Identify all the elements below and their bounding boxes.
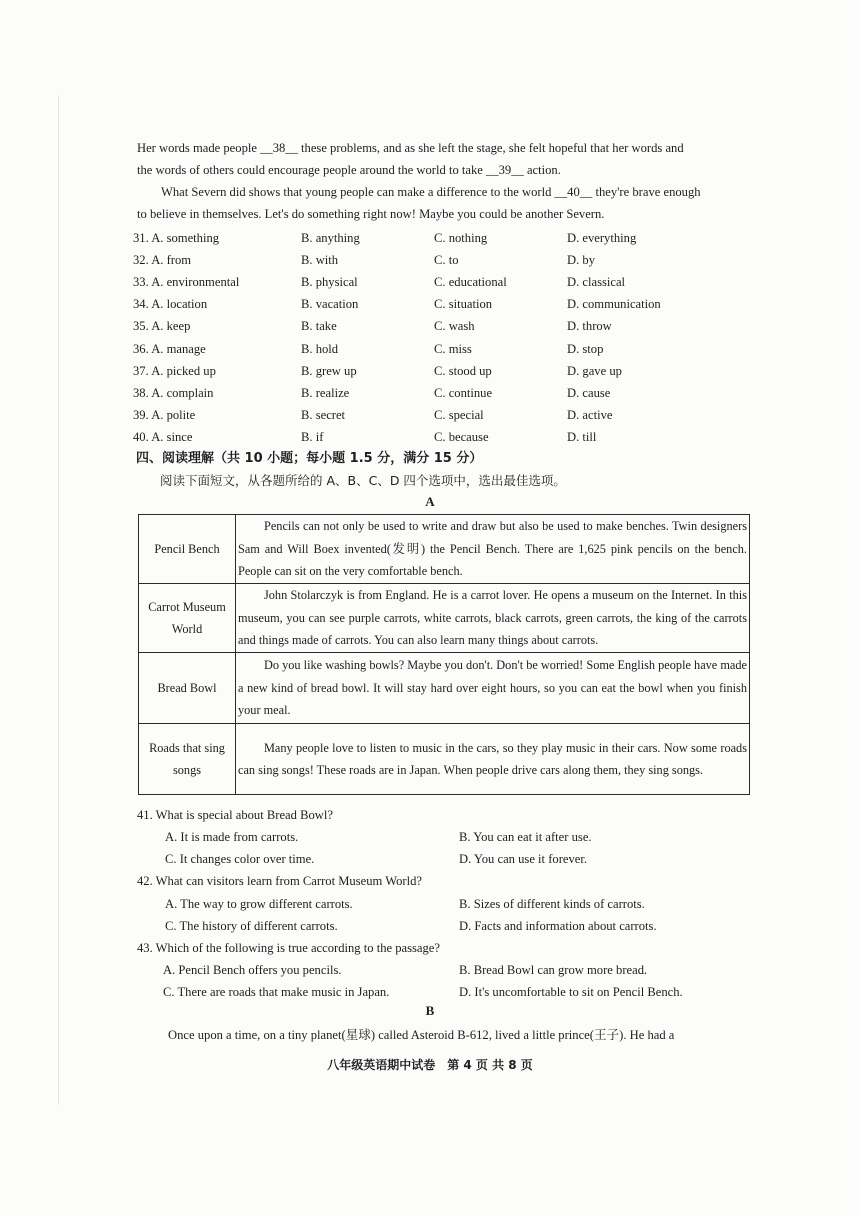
option-c: C. miss — [434, 342, 472, 356]
option-c: C. because — [434, 430, 489, 444]
option-a: 37. A. picked up — [133, 364, 216, 378]
option-d: D. by — [567, 253, 595, 267]
passage-line-4: to believe in themselves. Let's do something right now! Maybe you could be another Severn. — [137, 207, 605, 221]
option-row-36 — [133, 338, 753, 360]
option-c: C. special — [434, 408, 484, 422]
option-row-37 — [133, 360, 753, 382]
option-a: 36. A. manage — [133, 342, 206, 356]
question-42-option-a: A. The way to grow different carrots. — [165, 897, 353, 911]
table-row — [139, 724, 750, 795]
option-b: B. vacation — [301, 297, 359, 311]
option-row-38 — [133, 382, 753, 404]
question-42-option-c: C. The history of different carrots. — [165, 919, 338, 933]
option-c: C. educational — [434, 275, 507, 289]
section-heading: 四、阅读理解（共 10 小题；每小题 1.5 分，满分 15 分） — [136, 451, 483, 466]
table-row — [139, 515, 750, 584]
option-a: 34. A. location — [133, 297, 208, 311]
option-d: D. throw — [567, 319, 612, 333]
reading-table — [138, 514, 750, 795]
question-42-option-b: B. Sizes of different kinds of carrots. — [459, 897, 645, 911]
passage-b-label: B — [425, 1003, 435, 1018]
option-b: B. with — [301, 253, 339, 267]
option-d: D. stop — [567, 342, 604, 356]
option-d: D. cause — [567, 386, 611, 400]
option-row-35 — [133, 315, 753, 337]
option-row-32 — [133, 249, 753, 271]
option-b: B. grew up — [301, 364, 357, 378]
option-c: C. situation — [434, 297, 493, 311]
option-a: 35. A. keep — [133, 319, 191, 333]
option-d: D. active — [567, 408, 613, 422]
row-text-content: Do you like washing bowls? Maybe you don't. Don't be worried! Some English people have made a new kind of bread bowl. It will stay hard over eight hours, so you can eat the bowl when you finish your meal. — [238, 658, 747, 718]
option-c: C. continue — [434, 386, 493, 400]
option-a: 33. A. environmental — [133, 275, 240, 289]
question-43-option-a: A. Pencil Bench offers you pencils. — [163, 963, 342, 977]
option-b: B. secret — [301, 408, 346, 422]
option-a: 38. A. complain — [133, 386, 214, 400]
option-b: B. realize — [301, 386, 350, 400]
row-title: Carrot Museum World — [139, 584, 236, 653]
row-title: Bread Bowl — [139, 653, 236, 724]
option-c: C. to — [434, 253, 459, 267]
passage-b-line-1: Once upon a time, on a tiny planet(星球) called Asteroid B-612, lived a little prince(王子). He had a — [168, 1028, 675, 1042]
option-a: 39. A. polite — [133, 408, 196, 422]
option-b: B. take — [301, 319, 337, 333]
option-a: 40. A. since — [133, 430, 193, 444]
option-d: D. communication — [567, 297, 661, 311]
row-text — [236, 653, 750, 724]
option-c: C. stood up — [434, 364, 492, 378]
row-title: Roads that sing songs — [139, 724, 236, 795]
scan-edge-line — [58, 95, 59, 1105]
option-d: D. till — [567, 430, 597, 444]
row-text-content: Pencils can not only be used to write and draw but also be used to make benches. Twin designers Sam and Will Boex invented(发明) the Pencil Bench. There are 1,625 pink pencils on the bench. People can sit on the very comfortable bench. — [238, 519, 747, 579]
question-41-option-d: D. You can use it forever. — [459, 852, 588, 866]
passage-line-2: the words of others could encourage people around the world to take __39__ action. — [137, 163, 561, 177]
option-c: C. wash — [434, 319, 475, 333]
option-b: B. physical — [301, 275, 358, 289]
question-42-option-d: D. Facts and information about carrots. — [459, 919, 657, 933]
table-row — [139, 584, 750, 653]
option-a: 32. A. from — [133, 253, 192, 267]
table-row — [139, 653, 750, 724]
row-text-content: John Stolarczyk is from England. He is a carrot lover. He opens a museum on the Internet. In this museum, you can see purple carrots, white carrots, black carrots, green carrots, the king of the carrots and things made of carrots. You can also learn many things about carrots. — [238, 588, 747, 648]
section-instruction: 阅读下面短文，从各题所给的 A、B、C、D 四个选项中，选出最佳选项。 — [160, 473, 566, 488]
row-title: Pencil Bench — [139, 515, 236, 584]
option-b: B. anything — [301, 231, 360, 245]
row-text — [236, 515, 750, 584]
question-43-option-d: D. It's uncomfortable to sit on Pencil Bench. — [459, 985, 683, 999]
passage-line-3: What Severn did shows that young people can make a difference to the world __40__ they're brave enough — [161, 185, 701, 199]
option-b: B. if — [301, 430, 324, 444]
question-41: 41. What is special about Bread Bowl? — [137, 808, 333, 822]
option-row-31 — [133, 227, 753, 249]
option-row-34 — [133, 293, 753, 315]
row-text — [236, 584, 750, 653]
passage-line-1: Her words made people __38__ these problems, and as she left the stage, she felt hopeful that her words and — [137, 141, 684, 155]
page-footer: 八年级英语期中试卷 第 4 页 共 8 页 — [327, 1058, 533, 1072]
question-41-option-b: B. You can eat it after use. — [459, 830, 592, 844]
question-41-option-c: C. It changes color over time. — [165, 852, 315, 866]
question-41-option-a: A. It is made from carrots. — [165, 830, 299, 844]
option-c: C. nothing — [434, 231, 488, 245]
row-text-content: Many people love to listen to music in the cars, so they play music in their cars. Now some roads can sing songs! These roads are in Japan. When people drive cars along them, they sing songs. — [238, 740, 747, 777]
question-42: 42. What can visitors learn from Carrot Museum World? — [137, 874, 422, 888]
option-a: 31. A. something — [133, 231, 220, 245]
option-row-33 — [133, 271, 753, 293]
option-d: D. gave up — [567, 364, 622, 378]
option-row-40 — [133, 426, 753, 448]
question-43: 43. Which of the following is true according to the passage? — [137, 941, 440, 955]
question-43-option-b: B. Bread Bowl can grow more bread. — [459, 963, 648, 977]
option-row-39 — [133, 404, 753, 426]
row-text — [236, 724, 750, 795]
passage-a-label: A — [425, 494, 435, 509]
option-d: D. everything — [567, 231, 637, 245]
question-43-option-c: C. There are roads that make music in Japan. — [163, 985, 390, 999]
option-d: D. classical — [567, 275, 626, 289]
option-b: B. hold — [301, 342, 339, 356]
